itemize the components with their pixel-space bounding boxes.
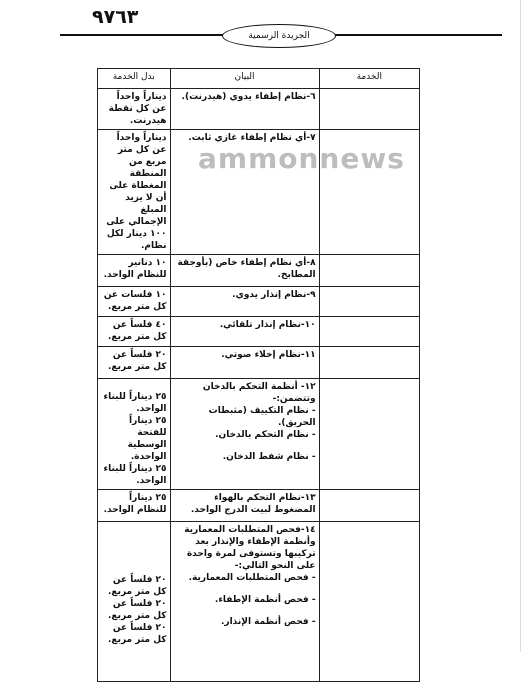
statement-cell (170, 522, 319, 682)
service-cell (319, 89, 419, 130)
table-row (98, 490, 420, 522)
fee-cell (98, 379, 171, 490)
page-number: ٩٧٦٣ (92, 6, 139, 28)
fee-sub-item: ٢٠ فلساً عن كل متر مربع. (108, 623, 167, 645)
page-edge (520, 0, 521, 652)
table-row (98, 379, 420, 490)
table-row (98, 255, 420, 287)
gazette-title: الجريدة الرسمية (222, 24, 336, 48)
fee-sub-item: ٢٥ ديناراً للفتحة الوسطية الواحدة. (127, 416, 167, 462)
table-row (98, 89, 420, 130)
statement-sub-item: - فحص أنظمة الإطفاء. (214, 595, 316, 605)
statement-cell: ٧-أي نظام إطفاء غازي ثابت. (170, 130, 319, 255)
statement-sub-item: - نظام شفط الدخان. (222, 452, 316, 462)
fee-cell: ١٠ دنانير للنظام الواحد. (98, 255, 171, 287)
fee-cell (98, 522, 171, 682)
fee-cell: ٤٠ فلساً عن كل متر مربع. (98, 317, 171, 347)
service-cell (319, 317, 419, 347)
service-cell (319, 522, 419, 682)
service-cell (319, 287, 419, 317)
fee-sub-item: ٢٥ ديناراً للبناء الواحد. (103, 392, 167, 414)
table-row (98, 522, 420, 682)
fee-sub-item: ٢٥ ديناراً للبناء الواحد. (103, 464, 167, 486)
table-row (98, 287, 420, 317)
statement-cell: ٦-نظام إطفاء يدوي (هيدرنت). (170, 89, 319, 130)
service-cell (319, 347, 419, 379)
service-cell (319, 255, 419, 287)
fee-cell: ديناراً واحداً عن كل متر مربع من المنطقة المغطاة على أن لا يزيد المبلغ الإجمالي على ١٠٠ دينار لكل نظام. (98, 130, 171, 255)
header-service: الخدمة (319, 69, 419, 89)
header-statement: البيان (170, 69, 319, 89)
fee-cell: ١٠ فلسات عن كل متر مربع. (98, 287, 171, 317)
statement-sub-item: - فحص أنظمة الإنذار. (221, 617, 316, 627)
fee-cell: ديناراً واحداً عن كل نقطة هيدرنت. (98, 89, 171, 130)
header-fee: بدل الخدمة (98, 69, 171, 89)
fee-cell: ٢٠ فلساً عن كل متر مربع. (98, 347, 171, 379)
fee-sub-item: ٢٠ فلساً عن كل متر مربع. (108, 575, 167, 597)
statement-cell: ٨-أي نظام إطفاء خاص (بأوجقة المطابخ. (170, 255, 319, 287)
watermark: ammonnews (198, 142, 405, 175)
statement-sub-item: - فحص المتطلبات المعمارية. (188, 573, 316, 583)
table-header-row (98, 69, 420, 89)
fee-cell: ٢٥ ديناراً للنظام الواحد. (98, 490, 171, 522)
service-cell (319, 490, 419, 522)
statement-cell: ١٠-نظام إنذار تلقائي. (170, 317, 319, 347)
statement-cell: ٩-نظام إنذار يدوي. (170, 287, 319, 317)
table-row (98, 317, 420, 347)
statement-sub-item: - نظام التكييف (مثبطات الحريق). (208, 406, 316, 428)
statement-intro: ١٢- أنظمة التحكم بالدخان وتتضمن:- (202, 382, 316, 404)
statement-cell: ١٣-نظام التحكم بالهواء المضغوط لبيت الدرج الواحد. (170, 490, 319, 522)
statement-cell (170, 379, 319, 490)
statement-sub-item: - نظام التحكم بالدخان. (215, 430, 316, 440)
statement-cell: ١١-نظام إخلاء صوتي. (170, 347, 319, 379)
statement-intro: ١٤-فحص المتطلبات المعمارية وأنظمة الإطفاء والإنذار بعد تركيبها وتستوفى لمرة واحدة على النحو التالي:- (184, 525, 316, 571)
service-cell (319, 379, 419, 490)
table-row (98, 347, 420, 379)
fee-sub-item: ٢٠ فلساً عن كل متر مربع. (108, 599, 167, 621)
